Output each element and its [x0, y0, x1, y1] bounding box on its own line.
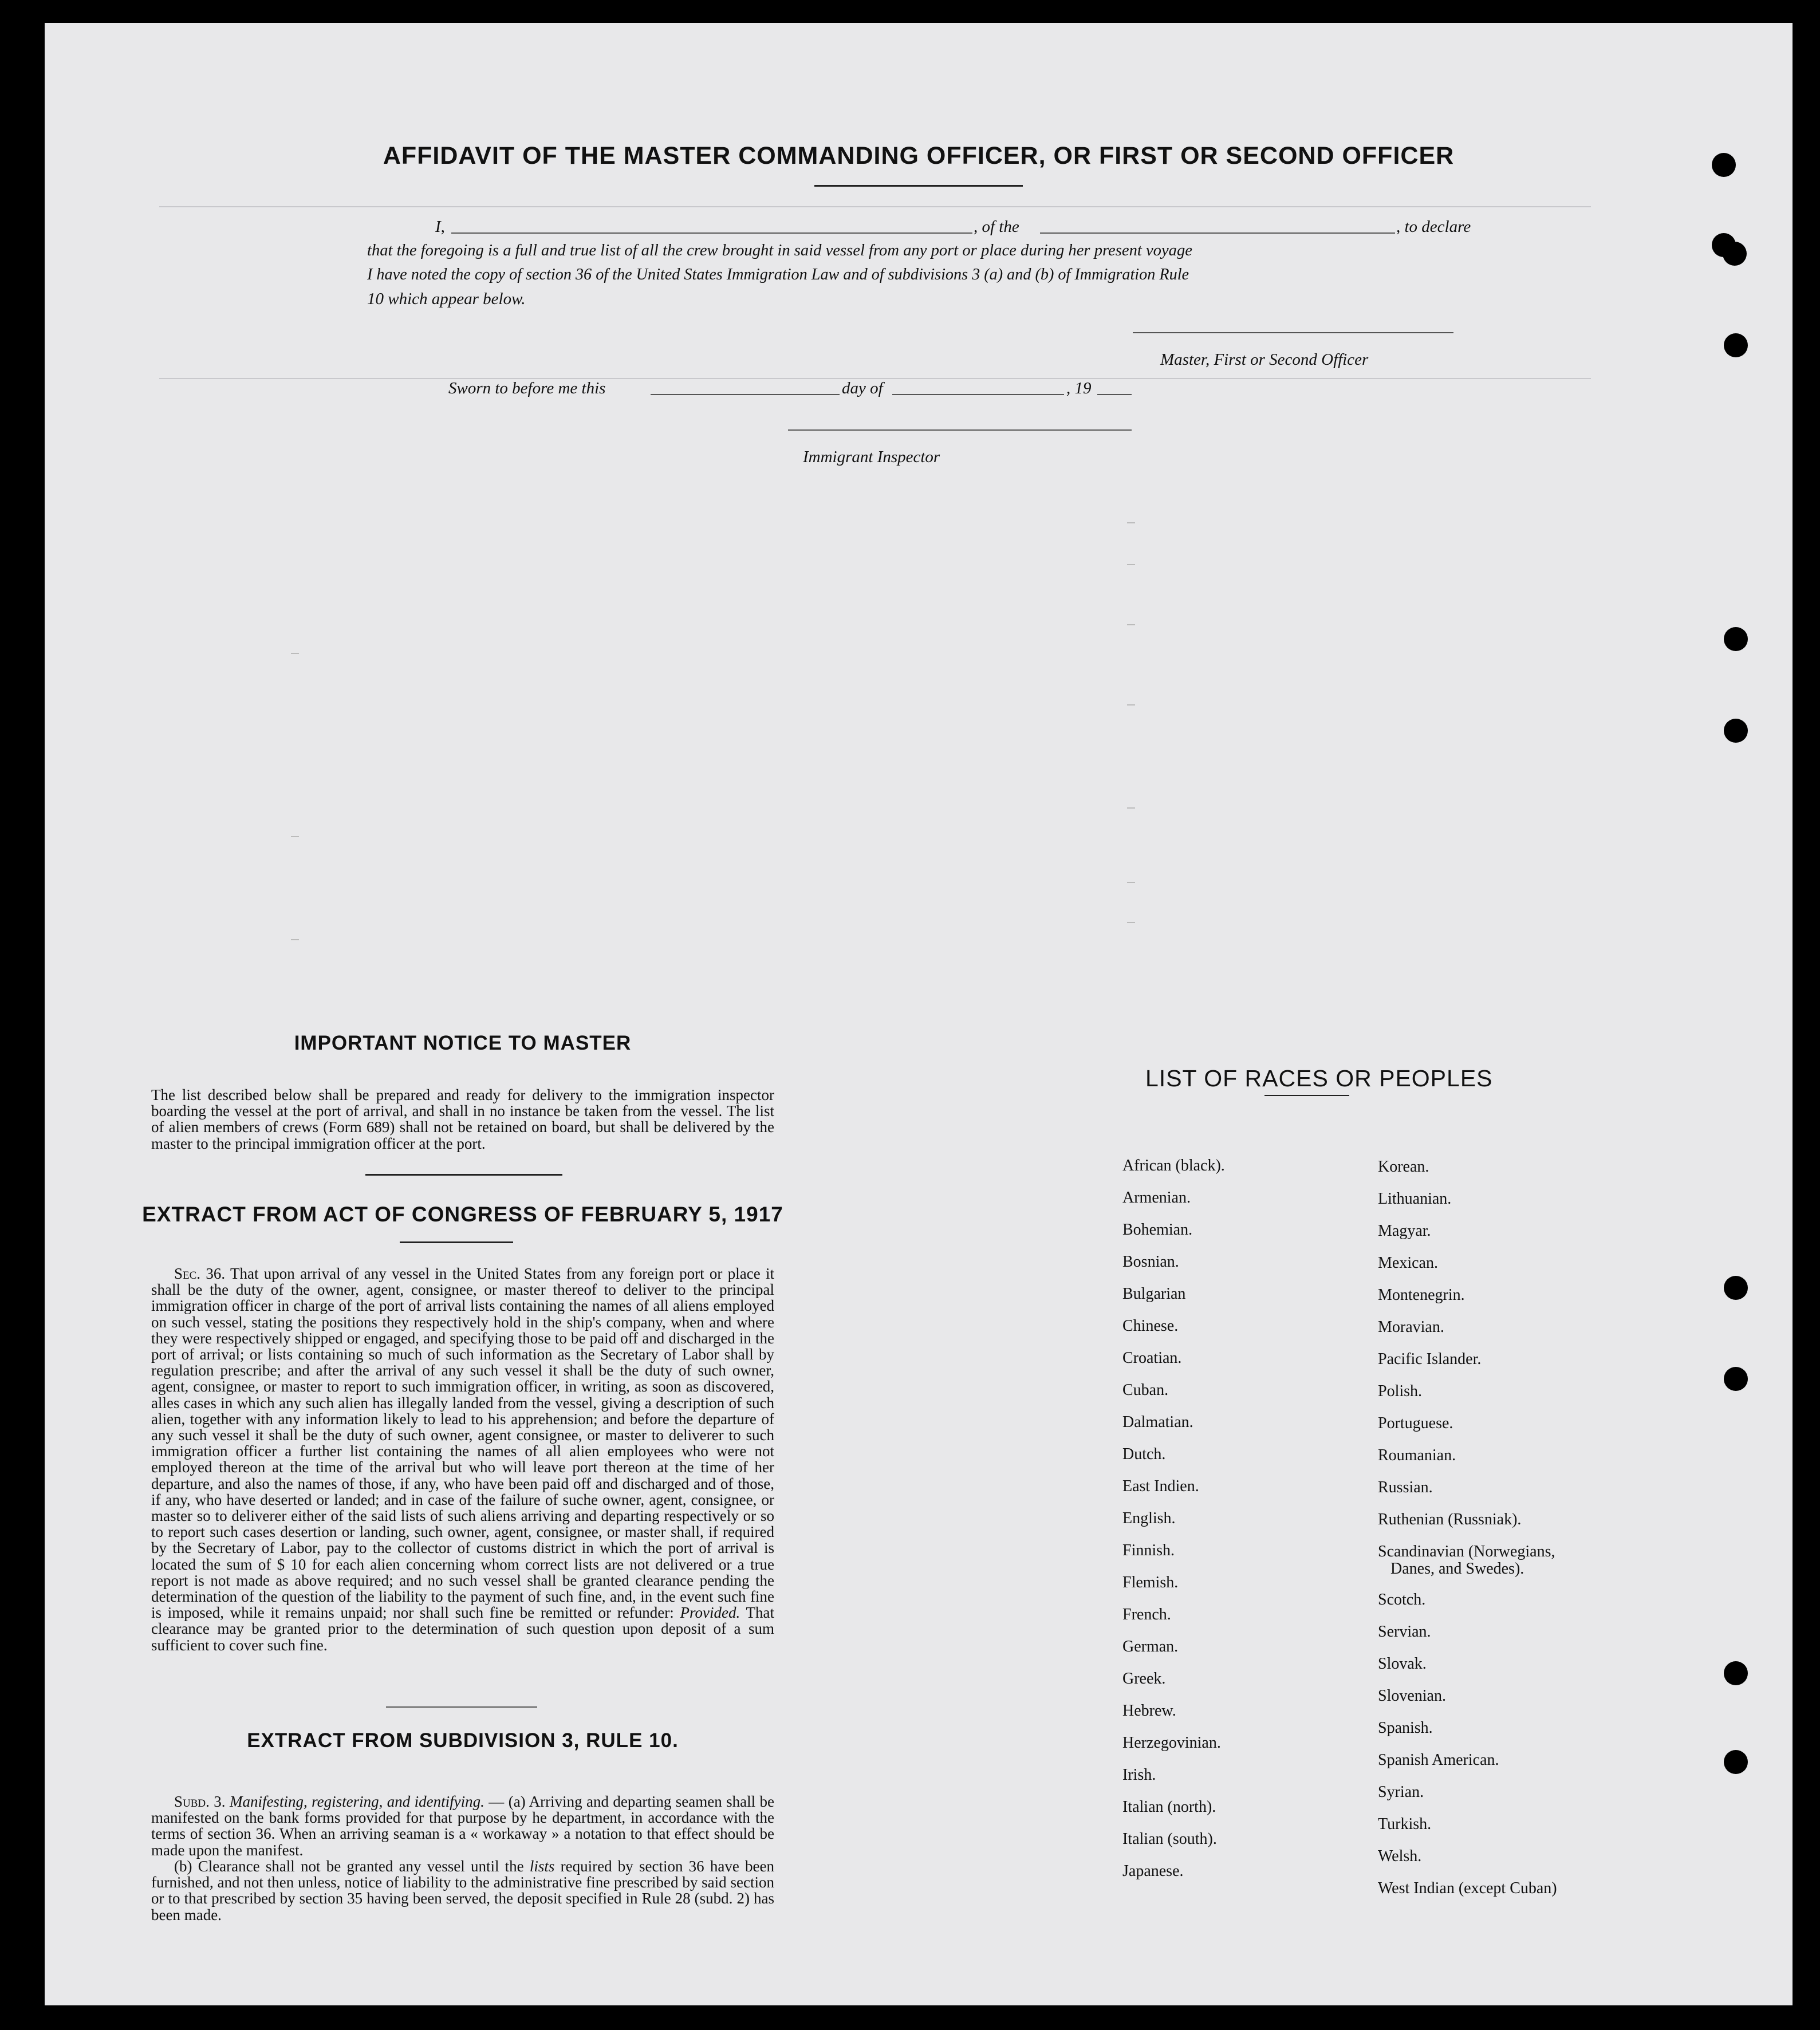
bleed-through-tick: [1127, 807, 1135, 809]
race-item: Scotch.: [1378, 1591, 1426, 1609]
notice-text: The list described below shall be prepared and ready for delivery to the immigration inspector boarding the vessel at the port of arrival, and shall in no instance be taken from the vessel. The list of alien members of crews (Form 689) shall not be retained on board, but shall be delivered by the master to the principal immigration officer at the port.: [151, 1086, 774, 1152]
bleed-through-tick: [1127, 624, 1135, 625]
day-of-label: day of: [842, 379, 883, 397]
race-item: Spanish.: [1378, 1719, 1433, 1737]
race-item: Irish.: [1122, 1766, 1156, 1784]
binder-hole: [1724, 1367, 1748, 1391]
bleed-through-tick: [291, 653, 299, 654]
bleed-through-tick: [291, 836, 299, 837]
race-item: Portuguese.: [1378, 1414, 1453, 1432]
act-end-rule: [386, 1706, 537, 1708]
notice-title: IMPORTANT NOTICE TO MASTER: [294, 1032, 632, 1054]
sworn-month-field[interactable]: [892, 394, 1064, 395]
binder-hole: [1724, 627, 1748, 651]
bleed-through-tick: [1127, 704, 1135, 705]
act-body-end: That clearance may be granted prior to the determination of such question upon deposit of a sum sufficient to cover such fine.: [151, 1604, 774, 1654]
race-item: Italian (north).: [1122, 1798, 1216, 1816]
affidavit-line1-i: I,: [435, 218, 445, 236]
race-item: Montenegrin.: [1378, 1286, 1465, 1304]
rule-text-b: [151, 1858, 774, 1923]
race-item: East Indien.: [1122, 1477, 1199, 1495]
race-item: Ruthenian (Russniak).: [1378, 1511, 1522, 1528]
race-item: French.: [1122, 1606, 1171, 1623]
affidavit-line2: that the foregoing is a full and true list of all the crew brought in said vessel from any port or place during her present voyage: [367, 242, 1192, 259]
affidavit-title-rule: [814, 185, 1023, 187]
binder-hole: [1724, 719, 1748, 743]
race-item: Slovak.: [1378, 1655, 1427, 1673]
act-title-rule: [400, 1241, 513, 1243]
race-item: Scandinavian (Norwegians,: [1378, 1543, 1555, 1560]
race-item: Pacific Islander.: [1378, 1350, 1482, 1368]
inspector-signature-line[interactable]: [788, 429, 1132, 431]
race-item: Herzegovinian.: [1122, 1734, 1221, 1752]
act-body: That upon arrival of any vessel in the United States from any foreign port or place it shall be the duty of the owner, agent, consignee, or master thereof to deliver to the principal immigration officer in charge of the port of arrival lists containing the names of all aliens employed on such vessel, stating the positions they respectively hold in the ship's company, when and where they were respectively shipped or engaged, and specifying those to be paid off and discharged in the port of arrival; or lists containing so much of such information as the Secretary of Labor shall by regulation prescribe; and after the arrival of any such vessel it shall be the duty of such owner, agent, consignee, or master to report to such immigration officer, in writing, as soon as discovered, alles cases in which any such alien has illegally landed from the vessel, giving a description of such alien, together with any information likely to lead to his apprehension; and before the departure of any such vessel it shall be the duty of such owner, agent consignee, or master to deliverer to such immigration officer a further list containing the names of all alien employees who were not employed thereon at the time of the arrival but who will leave port thereon at the time of her departure, and also the names of those, if any, who have been paid off and discharged and of those, if any, who have deserted or landed; and in case of the failure of suche owner, agent, consignee, or master so to deliverer either of the said lists of such aliens arriving and departing respectively or so to report such cases desertion or landing, such owner, agent, consignee, or master shall, if required by the Secretary of Labor, pay to the collector of customs district in which the port of arrival is located the sum of $ 10 for each alien concerning whom correct lists are not delivered or a true report is not made as above required; and no such vessel shall be granted clearance pending the determination of the question of the liability to the payment of such fine, and, in the event such fine is imposed, while it remains unpaid; nor shall such fine be remitted or refunder:: [151, 1265, 775, 1622]
sworn-label: Sworn to before me this: [448, 379, 606, 397]
master-name-field[interactable]: [451, 232, 972, 234]
rule-subd-label: Subd. 3.: [174, 1793, 226, 1810]
race-item: Japanese.: [1122, 1862, 1184, 1880]
rule-body-b1: (b) Clearance shall not be granted any vessel until the: [174, 1858, 524, 1875]
race-item: West Indian (except Cuban): [1378, 1879, 1557, 1897]
binder-hole: [1724, 333, 1748, 357]
race-item: Syrian.: [1378, 1783, 1424, 1801]
bleed-through-tick: [1127, 882, 1135, 883]
race-item: Servian.: [1378, 1623, 1431, 1641]
race-item: Mexican.: [1378, 1254, 1438, 1272]
race-item: Turkish.: [1378, 1815, 1432, 1833]
document-page: [45, 23, 1793, 2005]
bleed-through-tick: [291, 939, 299, 940]
inspector-label: Immigrant Inspector: [803, 448, 940, 466]
race-item: Bohemian.: [1122, 1221, 1193, 1239]
affidavit-line1-of-the: , of the: [974, 218, 1019, 236]
race-item: Danes, and Swedes).: [1390, 1560, 1524, 1578]
act-provided: Provided.: [680, 1604, 740, 1622]
race-item: Cuban.: [1122, 1381, 1169, 1399]
master-signature-line[interactable]: [1133, 332, 1453, 333]
race-item: Russian.: [1378, 1479, 1433, 1496]
notice-rule: [365, 1174, 562, 1176]
race-item: Polish.: [1378, 1382, 1423, 1400]
race-item: Spanish American.: [1378, 1751, 1499, 1769]
rule-text-a: [151, 1794, 774, 1858]
race-item: Roumanian.: [1378, 1446, 1456, 1464]
race-item: Lithuanian.: [1378, 1190, 1452, 1208]
binder-hole: [1724, 1661, 1748, 1685]
race-item: Bosnian.: [1122, 1253, 1179, 1271]
rule-subd-heading: Manifesting, registering, and identifying.: [229, 1793, 484, 1810]
race-item: Italian (south).: [1122, 1830, 1217, 1848]
sworn-year-field[interactable]: [1097, 394, 1132, 395]
race-item: African (black).: [1122, 1157, 1225, 1174]
act-section-label: Sec. 36.: [174, 1265, 226, 1282]
act-title: EXTRACT FROM ACT OF CONGRESS OF FEBRUARY 5, 1917: [142, 1203, 783, 1226]
binder-hole: [1723, 242, 1747, 266]
race-item: Armenian.: [1122, 1189, 1191, 1207]
year-prefix-label: , 19: [1066, 379, 1092, 397]
affidavit-title: AFFIDAVIT OF THE MASTER COMMANDING OFFICER, OR FIRST OR SECOND OFFICER: [383, 142, 1455, 170]
races-title: LIST OF RACES OR PEOPLES: [1145, 1065, 1493, 1091]
rule-body-b2: required by section 36 have been furnished, and not then unless, notice of liability to the administrative fine prescribed by said section or to that prescribed by section 35 having been served, the deposit specified in Rule 28 (subd. 2) has been made.: [151, 1858, 775, 1923]
race-item: German.: [1122, 1638, 1179, 1655]
races-title-underline: [1264, 1095, 1349, 1096]
affidavit-line4: 10 which appear below.: [367, 290, 526, 308]
race-item: Dutch.: [1122, 1445, 1166, 1463]
race-item: English.: [1122, 1509, 1176, 1527]
race-item: Greek.: [1122, 1670, 1166, 1688]
race-item: Hebrew.: [1122, 1702, 1176, 1720]
affidavit-line1-declare: , to declare: [1396, 218, 1471, 236]
rule-body-b-lists: lists: [529, 1858, 555, 1875]
binder-hole: [1724, 1276, 1748, 1300]
race-item: Slovenian.: [1378, 1687, 1446, 1705]
act-text: [151, 1266, 774, 1653]
race-item: Chinese.: [1122, 1317, 1179, 1335]
bleed-through-tick: [1127, 564, 1135, 565]
rule-body-a: — (a) Arriving and departing seamen shall be manifested on the bank forms provided for that purpose by he department, in accordance with the terms of section 36. When an arriving seaman is a « workaway » a notation to that effect should be made upon the manifest.: [151, 1793, 774, 1859]
race-item: Welsh.: [1378, 1847, 1422, 1865]
sworn-day-field[interactable]: [651, 394, 840, 395]
bleed-through-tick: [1127, 522, 1135, 523]
race-item: Magyar.: [1378, 1222, 1431, 1240]
rule-title: EXTRACT FROM SUBDIVISION 3, RULE 10.: [247, 1729, 679, 1752]
bleed-through-line: [159, 206, 1591, 207]
race-item: Croatian.: [1122, 1349, 1182, 1367]
master-signature-label: Master, First or Second Officer: [1160, 350, 1369, 369]
race-item: Moravian.: [1378, 1318, 1444, 1336]
race-item: Finnish.: [1122, 1542, 1175, 1559]
affidavit-line3: I have noted the copy of section 36 of the United States Immigration Law and of subdivisions 3 (a) and (b) of Immigration Rule: [367, 266, 1189, 283]
binder-hole: [1724, 1750, 1748, 1774]
race-item: Dalmatian.: [1122, 1413, 1193, 1431]
race-item: Bulgarian: [1122, 1285, 1186, 1303]
race-item: Flemish.: [1122, 1574, 1179, 1591]
race-item: Korean.: [1378, 1158, 1429, 1176]
bleed-through-tick: [1127, 922, 1135, 923]
vessel-name-field[interactable]: [1040, 232, 1395, 234]
